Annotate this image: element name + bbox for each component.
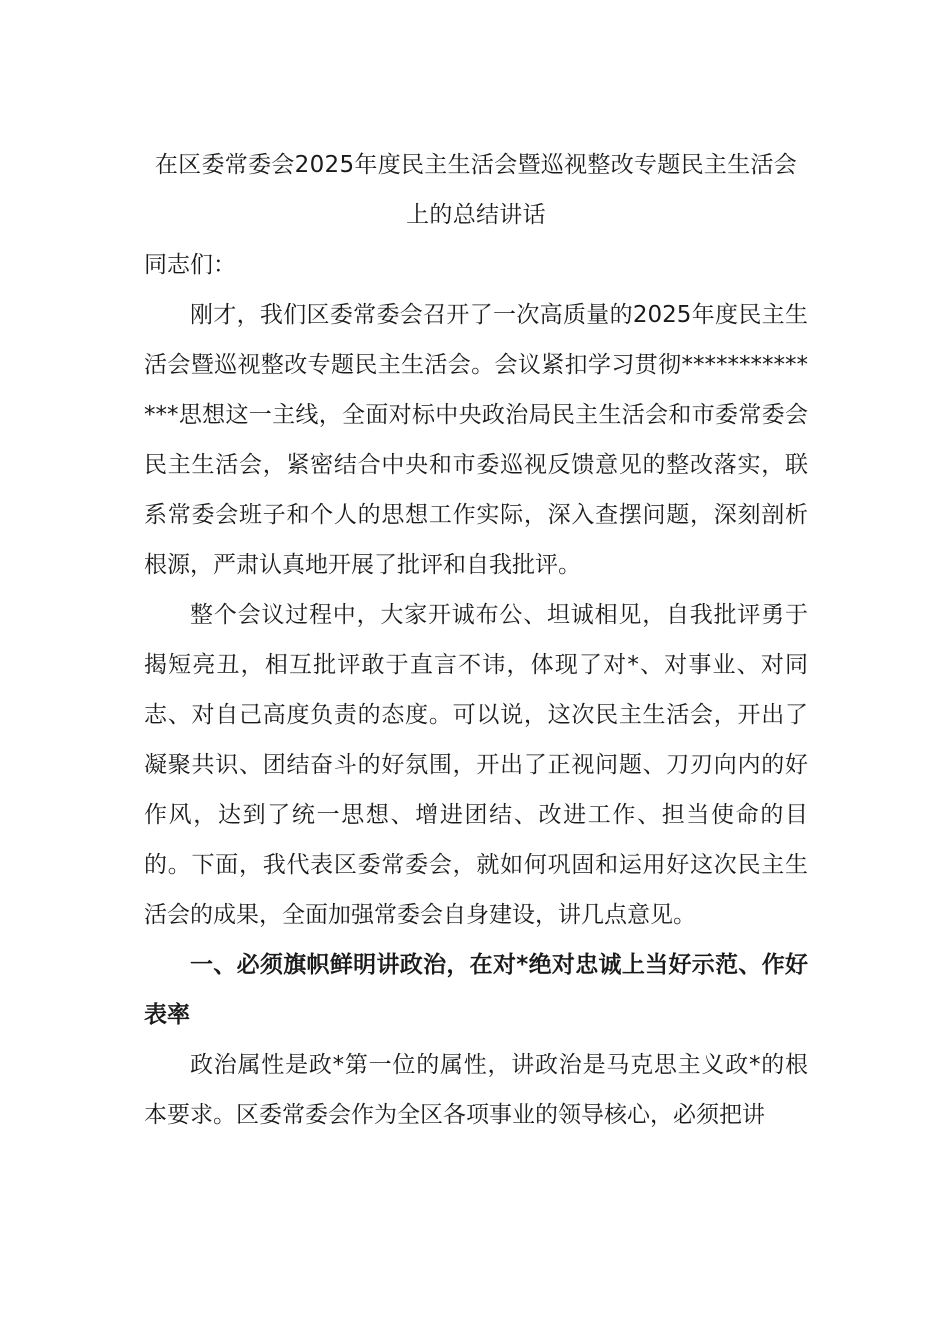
paragraph-opening: 刚才，我们区委常委会召开了一次高质量的2025年度民主生活会暨巡视整改专题民主生活会。会议紧扣学习贯彻**************思想这一主线，全面对标中央政治局民主生活会和市委常委会民主生活会，紧密结合中央和市委巡视反馈意见的整改落实，联系常委会班子和个人的思想工作实际，深入查摆问题，深刻剖析根源，严肃认真地开展了批评和自我批评。: [144, 302, 808, 578]
document-title: 在区委常委会2025年度民主生活会暨巡视整改专题民主生活会上的总结讲话: [154, 152, 798, 228]
document-body: [144, 140, 808, 1140]
section-paragraph-1: 政治属性是政*第一位的属性，讲政治是马克思主义政*的根本要求。区委常委会作为全区各项事业的领导核心，必须把讲: [144, 1052, 808, 1128]
section-heading-1: 一、必须旗帜鲜明讲政治，在对*绝对忠诚上当好示范、作好表率: [144, 952, 808, 1028]
paragraph-summary: 整个会议过程中，大家开诚布公、坦诚相见，自我批评勇于揭短亮丑，相互批评敢于直言不讳，体现了对*、对事业、对同志、对自己高度负责的态度。可以说，这次民主生活会，开出了凝聚共识、团结奋斗的好氛围，开出了正视问题、刀刃向内的好作风，达到了统一思想、增进团结、改进工作、担当使命的目的。下面，我代表区委常委会，就如何巩固和运用好这次民主生活会的成果，全面加强常委会自身建设，讲几点意见。: [144, 602, 808, 928]
greeting: 同志们：: [144, 252, 236, 278]
